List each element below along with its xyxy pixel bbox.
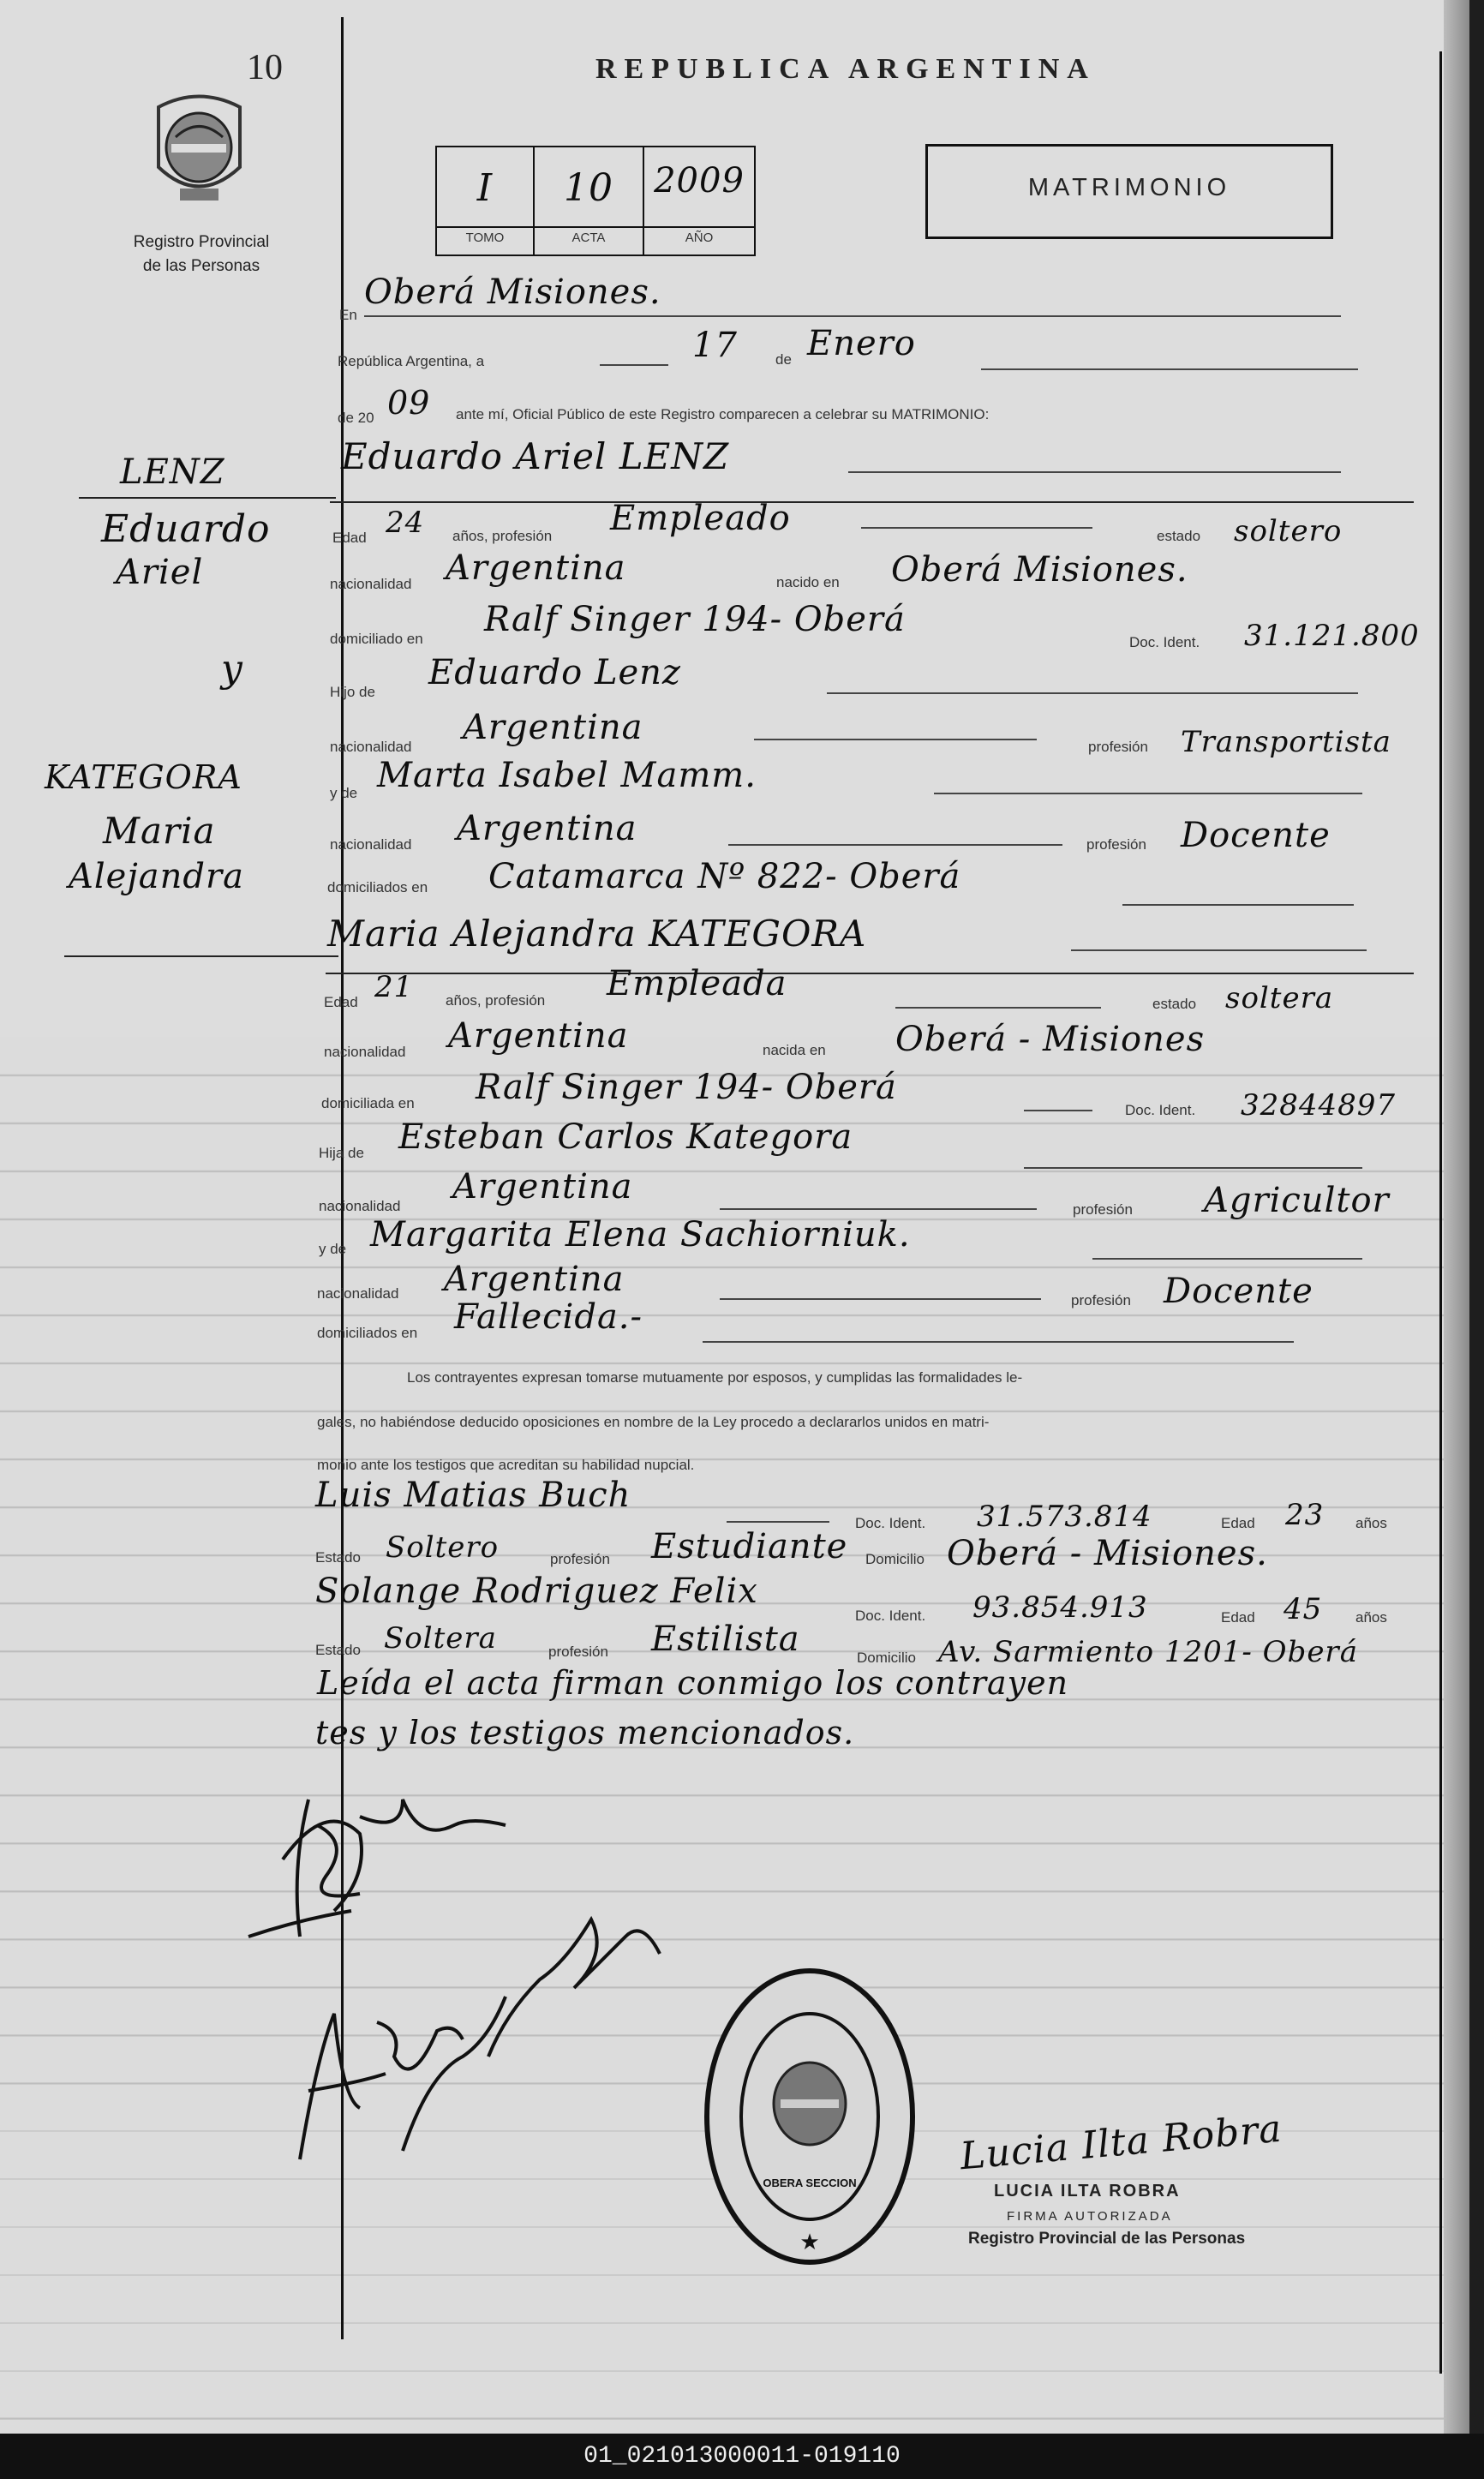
witness1-profesion: Estudiante: [651, 1527, 848, 1566]
groom-parents-dom: Catamarca Nº 822- Oberá: [488, 857, 961, 896]
page-number: 10: [247, 48, 283, 87]
witness2-profesion: Estilista: [651, 1620, 800, 1659]
section-divider: [330, 501, 1414, 503]
bride-father-nac: Argentina: [452, 1167, 633, 1207]
margin-groom-given2: Ariel: [116, 553, 204, 592]
bride-full-name: Maria Alejandra KATEGORA: [327, 913, 867, 955]
acta-label: ACTA: [571, 231, 606, 245]
month-value: Enero: [807, 324, 916, 363]
document-page: 10 Registro Provincial de las Personas REPUBLICA ARGENTINA I 10 2009 TOMO ACTA AÑO MATRIMONIO LENZ Eduardo Ariel y KATEGORA Maria Alejandra En Oberá Misiones. República Argentina, a 17 de Enero de 20 09 ante mí, Oficial Público de este Registro comparecen a celebrar su MATRIMONIO: Eduardo Ariel LENZ Edad 24 años, profesión Empleado estado soltero nacionalidad Argentina nacido en Oberá Misiones. domiciliado en Ralf Singer 194- Oberá Doc. Ident. 31.121.800 Hijo de Eduardo Lenz nacionalidad Argentina profesión Transportista y de Marta Isabel Mamm. nacionalidad Argentina profesión Docente domiciliados en Catamarca Nº 822- Oberá Maria Alejandra KATEGORA Edad 21 años, profesión Empleada estado soltera nacionalidad Argentina nacida en Oberá - Misiones domiciliada en Ralf Singer 194- Oberá Doc. Ident. 32844897 Hija de Esteban Carlos Kategora nacionalidad Argentina profesión Agricultor y de Margarita Elena Sachiorniuk. nacionalidad Argentina profesión Docente domiciliados en Fallecida.- Los contrayentes expresan tomarse mutuamente por esposos, y cumplidas las formalidades le- gales, no habiéndose deducido oposiciones en nombre de la Ley procedo a declararlos unidos en matri- monio ante los testigos que acreditan su habilidad nupcial. Luis Matias Buch Doc. Ident. 31.573.814 Edad 23 años Estado Soltero profesión Estudiante Domicilio Oberá - Misiones. Solange Rodriguez Felix Doc. Ident. 93.854.913 Edad 45 años Estado Soltera profesión Estilista Domicilio Av. Sarmiento 1201- Oberá Leída el acta firman conmigo los contrayen tes y los testigos mencionados. ★ OBERA SECCION Lucia Ilta Robra LUCIA ILTA ROBRA FIRMA AUTORIZADA Registro Provincial de las Personas: [0, 0, 1469, 2434]
official-signature: Lucia Ilta Robra: [958, 2106, 1284, 2179]
bride-edad: 21: [374, 970, 414, 1004]
witness2-edad: 45: [1284, 1592, 1323, 1626]
groom-domicilio: Ralf Singer 194- Oberá: [484, 600, 906, 639]
provincial-crest-icon: [146, 86, 253, 210]
groom-profesion: Empleado: [610, 499, 791, 538]
closing-line2: tes y los testigos mencionados.: [315, 1714, 855, 1751]
witness2-doc: 93.854.913: [972, 1590, 1148, 1625]
witness2-domicilio: Av. Sarmiento 1201- Oberá: [938, 1635, 1358, 1669]
bride-domicilio: Ralf Singer 194- Oberá: [476, 1068, 897, 1107]
bride-profesion: Empleada: [607, 964, 787, 1003]
witness2-name: Solange Rodriguez Felix: [315, 1572, 758, 1611]
margin-bride-given1: Maria: [103, 810, 216, 852]
declaration-line2: gales, no habiéndose deducido oposiciones en nombre de la Ley procedo a declararlos unidos en matri-: [317, 1414, 990, 1430]
year-suffix: 09: [387, 384, 431, 422]
tomo-label: TOMO: [465, 231, 505, 245]
section-divider-2: [326, 973, 1414, 974]
bride-parents-dom: Fallecida.-: [454, 1297, 643, 1337]
groom-edad: 24: [386, 506, 425, 540]
closing-line1: Leída el acta firman conmigo los contrayen: [317, 1664, 1069, 1702]
margin-groom-surname: LENZ: [120, 452, 225, 492]
record-id-table: [435, 146, 756, 256]
groom-nacido: Oberá Misiones.: [891, 550, 1188, 590]
margin-bride-given2: Alejandra: [69, 857, 244, 896]
book-spine: [1444, 0, 1469, 2434]
tomo-value: I: [476, 166, 494, 210]
groom-nacionalidad: Argentina: [446, 548, 626, 588]
republica-label: República Argentina, a: [338, 353, 485, 369]
year-prefix: de 20: [338, 410, 374, 426]
official-org: Registro Provincial de las Personas: [968, 2230, 1246, 2248]
bride-mother-nac: Argentina: [444, 1260, 625, 1299]
witness-signatures: [283, 1885, 694, 2177]
registry-name-line1: Registro Provincial: [133, 233, 270, 251]
en-label: En: [339, 307, 357, 323]
seal-bottom-text: OBERA SECCION: [763, 2177, 857, 2189]
groom-mother: Marta Isabel Mamm.: [377, 756, 757, 795]
bride-nacida: Oberá - Misiones: [895, 1020, 1206, 1059]
witness1-edad: 23: [1285, 1498, 1325, 1532]
witness1-name: Luis Matias Buch: [315, 1476, 631, 1515]
place-value: Oberá Misiones.: [364, 272, 661, 312]
groom-doc: 31.121.800: [1244, 619, 1420, 653]
ano-value: 2009: [654, 161, 745, 201]
groom-estado: soltero: [1234, 514, 1343, 548]
witness1-estado: Soltero: [386, 1530, 500, 1565]
bride-nacionalidad: Argentina: [448, 1016, 629, 1056]
bride-father: Esteban Carlos Kategora: [398, 1117, 853, 1157]
official-title: FIRMA AUTORIZADA: [1007, 2209, 1173, 2224]
margin-divider: [79, 497, 336, 499]
witness1-doc: 31.573.814: [977, 1500, 1152, 1534]
declaration-line3: monio ante los testigos que acreditan su habilidad nupcial.: [317, 1457, 695, 1473]
right-rule: [1439, 51, 1442, 2374]
groom-mother-prof: Docente: [1181, 816, 1331, 855]
official-name: LUCIA ILTA ROBRA: [994, 2182, 1181, 2201]
witness2-estado: Soltera: [384, 1621, 497, 1656]
groom-father-prof: Transportista: [1181, 725, 1391, 759]
groom-father: Eduardo Lenz: [428, 653, 682, 692]
footer-code: 01_021013000011-019110: [0, 2434, 1484, 2479]
margin-conjunction: y: [221, 647, 243, 691]
acta-value: 10: [564, 166, 613, 210]
groom-mother-nac: Argentina: [457, 809, 637, 848]
bride-father-prof: Agricultor: [1204, 1181, 1390, 1220]
margin-bride-surname: KATEGORA: [45, 758, 242, 796]
margin-groom-given1: Eduardo: [101, 507, 271, 551]
ano-label: AÑO: [685, 231, 714, 245]
bride-doc: 32844897: [1241, 1088, 1397, 1123]
intro-statement: ante mí, Oficial Público de este Registro comparecen a celebrar su MATRIMONIO:: [456, 406, 990, 422]
declaration-line1: Los contrayentes expresan tomarse mutuamente por esposos, y cumplidas las formalidades le-: [407, 1369, 1023, 1386]
svg-text:★: ★: [799, 2229, 820, 2254]
record-type-box: [925, 144, 1333, 239]
registry-name-line2: de las Personas: [142, 257, 260, 275]
country-title: REPUBLICA ARGENTINA: [595, 53, 1096, 85]
bride-mother: Margarita Elena Sachiorniuk.: [370, 1215, 911, 1254]
groom-father-nac: Argentina: [463, 708, 643, 747]
witness1-domicilio: Oberá - Misiones.: [947, 1534, 1268, 1573]
record-type-label: MATRIMONIO: [1027, 174, 1231, 201]
margin-divider-2: [64, 955, 338, 957]
registry-seal: [698, 1962, 921, 2271]
groom-full-name: Eduardo Ariel LENZ: [341, 435, 730, 477]
de-label: de: [775, 351, 792, 368]
day-value: 17: [692, 326, 738, 365]
bride-mother-prof: Docente: [1164, 1272, 1313, 1311]
bride-estado: soltera: [1225, 981, 1334, 1015]
